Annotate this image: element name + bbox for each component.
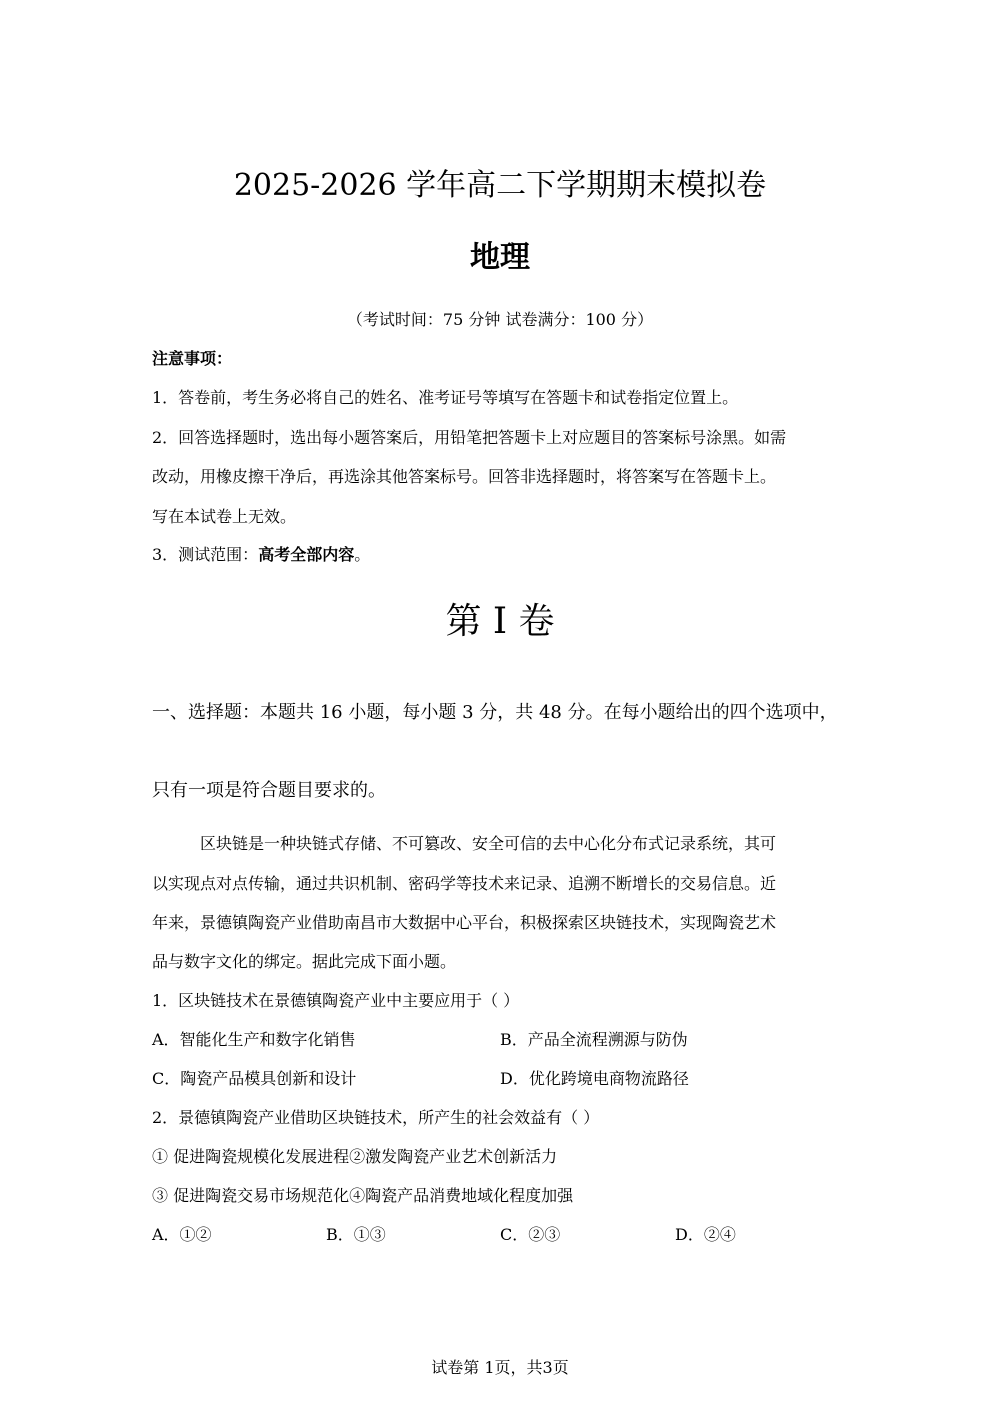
section-heading-line-2: 只有一项是符合题目要求的。 — [152, 780, 386, 801]
question-2-option-d: D．②④ — [675, 1225, 736, 1244]
question-1-option-b: B．产品全流程溯源与防伪 — [500, 1030, 688, 1049]
notice-item-3 — [152, 543, 370, 567]
notice-heading: 注意事项： — [152, 349, 233, 368]
question-2-statement-2: ③ 促进陶瓷交易市场规范化④陶瓷产品消费地域化程度加强 — [152, 1186, 574, 1205]
question-2-statement-1: ① 促进陶瓷规模化发展进程②激发陶瓷产业艺术创新活力 — [152, 1147, 558, 1166]
question-2-option-c: C．②③ — [500, 1225, 561, 1244]
notice-item-3-bold: 高考全部内容 — [258, 545, 355, 564]
passage-line-4: 品与数字文化的绑定。据此完成下面小题。 — [152, 952, 457, 971]
passage-line-3: 年来，景德镇陶瓷产业借助南昌市大数据中心平台，积极探索区块链技术，实现陶瓷艺术 — [152, 913, 777, 932]
question-1-stem: 1．区块链技术在景德镇陶瓷产业中主要应用于（ ） — [152, 991, 520, 1010]
question-2-option-b: B．①③ — [326, 1225, 386, 1244]
notice-item-2-line-3: 写在本试卷上无效。 — [152, 507, 297, 526]
passage-line-2: 以实现点对点传输，通过共识机制、密码学等技术来记录、追溯不断增长的交易信息。近 — [152, 874, 777, 893]
notice-item-2-line-2: 改动，用橡皮擦干净后，再选涂其他答案标号。回答非选择题时，将答案写在答题卡上。 — [152, 467, 777, 486]
question-1-option-c: C．陶瓷产品模具创新和设计 — [152, 1069, 357, 1088]
notice-item-1: 1．答卷前，考生务必将自己的姓名、准考证号等填写在答题卡和试卷指定位置上。 — [152, 388, 739, 407]
subject-title: 地理 — [470, 240, 530, 275]
exam-title: 2025-2026 学年高二下学期期末模拟卷 — [233, 168, 767, 203]
question-1-option-a: A．智能化生产和数字化销售 — [152, 1030, 356, 1049]
volume-title: 第 I 卷 — [445, 601, 555, 642]
section-heading-line-1: 一、选择题：本题共 16 小题，每小题 3 分，共 48 分。在每小题给出的四个选项中， — [152, 702, 838, 723]
page-footer: 试卷第 1页，共3页 — [431, 1358, 569, 1377]
notice-item-3-suffix: 。 — [354, 545, 371, 564]
exam-info: （考试时间：75 分钟 试卷满分：100 分） — [346, 310, 654, 329]
question-2-option-a: A．①② — [152, 1225, 212, 1244]
notice-item-3-prefix: 3．测试范围： — [152, 545, 259, 564]
question-2-stem: 2．景德镇陶瓷产业借助区块链技术，所产生的社会效益有（ ） — [152, 1108, 600, 1127]
question-1-option-d: D．优化跨境电商物流路径 — [500, 1069, 689, 1088]
notice-item-2-line-1: 2．回答选择题时，选出每小题答案后，用铅笔把答题卡上对应题目的答案标号涂黑。如需 — [152, 428, 787, 447]
passage-line-1: 区块链是一种块链式存储、不可篡改、安全可信的去中心化分布式记录系统，其可 — [200, 834, 777, 853]
